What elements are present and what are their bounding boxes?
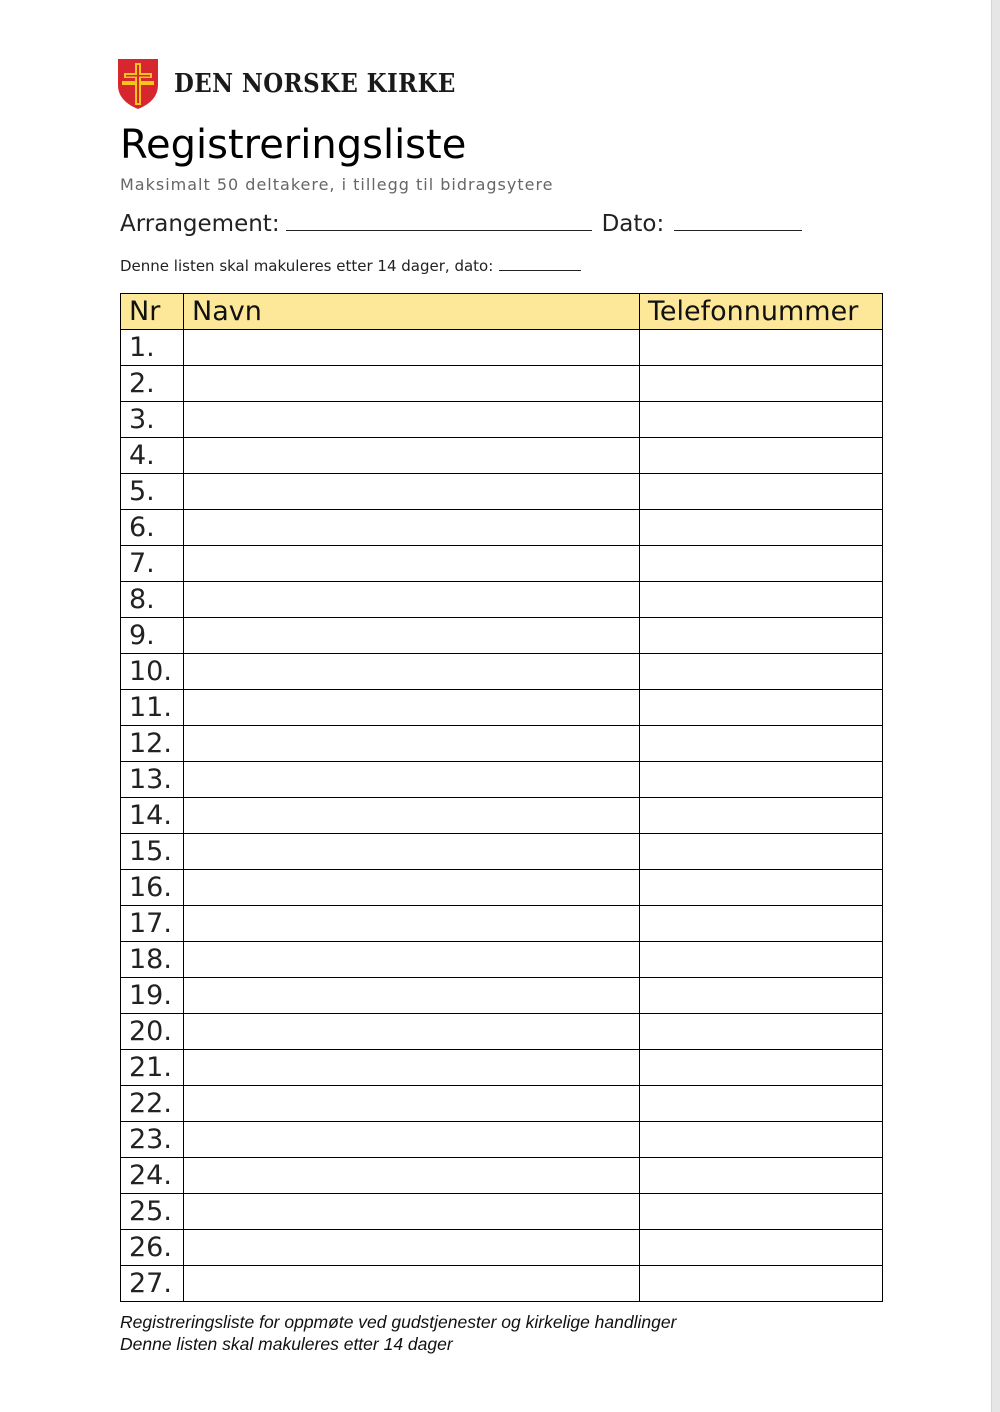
row-number: 6. bbox=[121, 510, 184, 546]
table-row bbox=[121, 1194, 883, 1230]
table-row bbox=[121, 1230, 883, 1266]
table-row bbox=[121, 1014, 883, 1050]
name-cell[interactable] bbox=[184, 510, 640, 546]
row-number: 5. bbox=[121, 474, 184, 510]
table-row bbox=[121, 582, 883, 618]
phone-cell[interactable] bbox=[640, 942, 883, 978]
table-row bbox=[121, 798, 883, 834]
dato-field[interactable] bbox=[674, 210, 802, 231]
shred-notice bbox=[120, 257, 581, 275]
table-row bbox=[121, 438, 883, 474]
arrangement-field[interactable] bbox=[286, 210, 592, 231]
phone-cell[interactable] bbox=[640, 1194, 883, 1230]
footer-line-2: Denne listen skal makuleres etter 14 dager bbox=[120, 1334, 453, 1354]
row-number: 26. bbox=[121, 1230, 184, 1266]
table-row bbox=[121, 942, 883, 978]
name-cell[interactable] bbox=[184, 654, 640, 690]
name-cell[interactable] bbox=[184, 1194, 640, 1230]
name-cell[interactable] bbox=[184, 618, 640, 654]
row-number: 27. bbox=[121, 1266, 184, 1302]
row-number: 23. bbox=[121, 1122, 184, 1158]
phone-cell[interactable] bbox=[640, 870, 883, 906]
row-number: 10. bbox=[121, 654, 184, 690]
subtitle: Maksimalt 50 deltakere, i tillegg til bidragsytere bbox=[120, 175, 554, 194]
row-number: 8. bbox=[121, 582, 184, 618]
org-name: DEN NORSKE KIRKE bbox=[174, 69, 456, 99]
footer bbox=[120, 1311, 676, 1355]
dato-label: Dato: bbox=[601, 211, 665, 237]
name-cell[interactable] bbox=[184, 870, 640, 906]
phone-cell[interactable] bbox=[640, 1014, 883, 1050]
table-header-row bbox=[121, 294, 883, 330]
table-row bbox=[121, 834, 883, 870]
name-cell[interactable] bbox=[184, 1230, 640, 1266]
name-cell[interactable] bbox=[184, 762, 640, 798]
table-row bbox=[121, 366, 883, 402]
table-row bbox=[121, 906, 883, 942]
row-number: 7. bbox=[121, 546, 184, 582]
table-row bbox=[121, 690, 883, 726]
table-row bbox=[121, 978, 883, 1014]
row-number: 13. bbox=[121, 762, 184, 798]
phone-cell[interactable] bbox=[640, 1122, 883, 1158]
table-row bbox=[121, 546, 883, 582]
row-number: 19. bbox=[121, 978, 184, 1014]
table-row bbox=[121, 618, 883, 654]
name-cell[interactable] bbox=[184, 906, 640, 942]
phone-cell[interactable] bbox=[640, 330, 883, 366]
phone-cell[interactable] bbox=[640, 726, 883, 762]
table-row bbox=[121, 474, 883, 510]
name-cell[interactable] bbox=[184, 942, 640, 978]
phone-cell[interactable] bbox=[640, 1230, 883, 1266]
column-header-telefonnummer: Telefonnummer bbox=[640, 294, 883, 330]
row-number: 15. bbox=[121, 834, 184, 870]
phone-cell[interactable] bbox=[640, 834, 883, 870]
row-number: 25. bbox=[121, 1194, 184, 1230]
phone-cell[interactable] bbox=[640, 978, 883, 1014]
row-number: 12. bbox=[121, 726, 184, 762]
column-header-nr: Nr bbox=[121, 294, 184, 330]
phone-cell[interactable] bbox=[640, 474, 883, 510]
phone-cell[interactable] bbox=[640, 906, 883, 942]
table-row bbox=[121, 762, 883, 798]
table-row bbox=[121, 1158, 883, 1194]
row-number: 2. bbox=[121, 366, 184, 402]
phone-cell[interactable] bbox=[640, 1158, 883, 1194]
shred-notice-text: Denne listen skal makuleres etter 14 dager, dato: bbox=[120, 257, 494, 275]
name-cell[interactable] bbox=[184, 438, 640, 474]
column-header-navn: Navn bbox=[184, 294, 640, 330]
name-cell[interactable] bbox=[184, 1014, 640, 1050]
phone-cell[interactable] bbox=[640, 798, 883, 834]
row-number: 16. bbox=[121, 870, 184, 906]
name-cell[interactable] bbox=[184, 402, 640, 438]
table-row bbox=[121, 726, 883, 762]
row-number: 20. bbox=[121, 1014, 184, 1050]
name-cell[interactable] bbox=[184, 1266, 640, 1302]
name-cell[interactable] bbox=[184, 726, 640, 762]
table-row bbox=[121, 1122, 883, 1158]
row-number: 22. bbox=[121, 1086, 184, 1122]
table-row bbox=[121, 654, 883, 690]
name-cell[interactable] bbox=[184, 1086, 640, 1122]
arrangement-label: Arrangement: bbox=[120, 211, 280, 237]
row-number: 4. bbox=[121, 438, 184, 474]
phone-cell[interactable] bbox=[640, 366, 883, 402]
row-number: 11. bbox=[121, 690, 184, 726]
registration-table bbox=[120, 293, 883, 1302]
row-number: 17. bbox=[121, 906, 184, 942]
name-cell[interactable] bbox=[184, 798, 640, 834]
name-cell[interactable] bbox=[184, 1122, 640, 1158]
phone-cell[interactable] bbox=[640, 762, 883, 798]
name-cell[interactable] bbox=[184, 474, 640, 510]
row-number: 14. bbox=[121, 798, 184, 834]
page-title: Registreringsliste bbox=[120, 122, 467, 168]
table-row bbox=[121, 330, 883, 366]
phone-cell[interactable] bbox=[640, 1050, 883, 1086]
phone-cell[interactable] bbox=[640, 546, 883, 582]
name-cell[interactable] bbox=[184, 546, 640, 582]
table-row bbox=[121, 402, 883, 438]
row-number: 18. bbox=[121, 942, 184, 978]
page-edge bbox=[991, 0, 1000, 1412]
table-row bbox=[121, 510, 883, 546]
phone-cell[interactable] bbox=[640, 402, 883, 438]
phone-cell[interactable] bbox=[640, 1086, 883, 1122]
phone-cell[interactable] bbox=[640, 654, 883, 690]
phone-cell[interactable] bbox=[640, 510, 883, 546]
row-number: 3. bbox=[121, 402, 184, 438]
name-cell[interactable] bbox=[184, 1158, 640, 1194]
name-cell[interactable] bbox=[184, 690, 640, 726]
phone-cell[interactable] bbox=[640, 438, 883, 474]
phone-cell[interactable] bbox=[640, 690, 883, 726]
name-cell[interactable] bbox=[184, 330, 640, 366]
row-number: 21. bbox=[121, 1050, 184, 1086]
row-number: 1. bbox=[121, 330, 184, 366]
phone-cell[interactable] bbox=[640, 1266, 883, 1302]
name-cell[interactable] bbox=[184, 366, 640, 402]
logo bbox=[116, 56, 494, 112]
phone-cell[interactable] bbox=[640, 618, 883, 654]
table-row bbox=[121, 870, 883, 906]
name-cell[interactable] bbox=[184, 582, 640, 618]
table-row bbox=[121, 1050, 883, 1086]
row-number: 9. bbox=[121, 618, 184, 654]
name-cell[interactable] bbox=[184, 1050, 640, 1086]
shred-date-field[interactable] bbox=[499, 258, 581, 271]
table-row bbox=[121, 1086, 883, 1122]
name-cell[interactable] bbox=[184, 834, 640, 870]
name-cell[interactable] bbox=[184, 978, 640, 1014]
event-fields bbox=[120, 210, 802, 237]
phone-cell[interactable] bbox=[640, 582, 883, 618]
footer-line-1: Registreringsliste for oppmøte ved gudstjenester og kirkelige handlinger bbox=[120, 1312, 677, 1332]
table-row bbox=[121, 1266, 883, 1302]
church-cross-shield-icon bbox=[116, 57, 160, 111]
row-number: 24. bbox=[121, 1158, 184, 1194]
